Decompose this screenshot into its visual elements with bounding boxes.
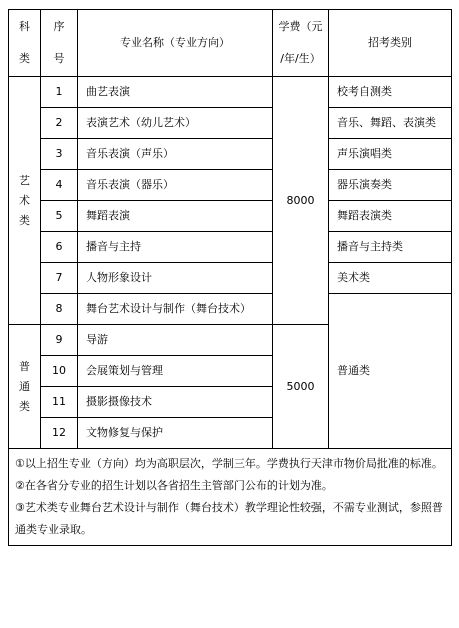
header-category (9, 10, 41, 77)
major-name: 文物修复与保护 (78, 418, 273, 449)
row-number: 11 (41, 387, 78, 418)
major-name: 音乐表演（器乐） (78, 170, 273, 201)
row-number: 2 (41, 108, 78, 139)
header-category-line-2: 类 (19, 52, 30, 65)
header-type: 招考类别 (329, 10, 452, 77)
table-header-row (9, 10, 452, 77)
header-index (41, 10, 78, 77)
exam-type: 器乐演奏类 (329, 170, 452, 201)
row-number: 1 (41, 77, 78, 108)
row-number: 6 (41, 232, 78, 263)
row-number: 10 (41, 356, 78, 387)
table-row (9, 201, 452, 232)
row-number: 8 (41, 294, 78, 325)
major-name: 舞蹈表演 (78, 201, 273, 232)
exam-type: 音乐、舞蹈、表演类 (329, 108, 452, 139)
category-art-char: 术 (19, 193, 30, 207)
table-row (9, 232, 452, 263)
table-row (9, 294, 452, 325)
note-3: ③艺术类专业舞台艺术设计与制作（舞台技术）教学理论性较强，不需专业测试，参照普通类专业录取。 (15, 501, 443, 536)
category-art-char: 艺 (19, 173, 30, 187)
header-major: 专业名称（专业方向） (78, 10, 273, 77)
header-fee (273, 10, 329, 77)
major-name: 播音与主持 (78, 232, 273, 263)
major-name: 导游 (78, 325, 273, 356)
major-name: 曲艺表演 (78, 77, 273, 108)
table-row (9, 170, 452, 201)
row-number: 5 (41, 201, 78, 232)
category-general-char: 通 (19, 379, 30, 393)
header-fee-line-2: /年/生） (280, 52, 321, 65)
fee-general: 5000 (273, 325, 329, 449)
header-category-line-1: 科 (19, 20, 30, 33)
row-number: 9 (41, 325, 78, 356)
row-number: 12 (41, 418, 78, 449)
exam-type: 声乐演唱类 (329, 139, 452, 170)
header-index-line-2: 号 (53, 52, 65, 65)
exam-type: 舞蹈表演类 (329, 201, 452, 232)
notes-cell (9, 449, 452, 546)
exam-type: 播音与主持类 (329, 232, 452, 263)
header-fee-line-1: 学费（元 (278, 20, 323, 33)
major-name: 舞台艺术设计与制作（舞台技术） (78, 294, 273, 325)
major-name: 音乐表演（声乐） (78, 139, 273, 170)
note-1: ①以上招生专业（方向）均为高职层次，学制三年。学费执行天津市物价局批准的标准。 (15, 457, 443, 470)
note-2: ②在各省分专业的招生计划以各省招生主管部门公布的计划为准。 (15, 479, 333, 492)
major-name: 摄影摄像技术 (78, 387, 273, 418)
header-index-line-1: 序 (53, 20, 65, 33)
table-row (9, 108, 452, 139)
category-general-char: 类 (19, 399, 30, 413)
category-art-char: 类 (19, 213, 30, 227)
exam-type-general: 普通类 (329, 294, 452, 449)
major-name: 人物形象设计 (78, 263, 273, 294)
table-row (9, 77, 452, 108)
exam-type: 美术类 (329, 263, 452, 294)
category-general-char: 普 (19, 359, 30, 373)
major-name: 表演艺术（幼儿艺术） (78, 108, 273, 139)
fee-art: 8000 (273, 77, 329, 325)
exam-type: 校考自测类 (329, 77, 452, 108)
table-row (9, 263, 452, 294)
category-general (9, 325, 41, 449)
enrollment-table (8, 9, 452, 546)
row-number: 7 (41, 263, 78, 294)
notes-row (9, 449, 452, 546)
row-number: 3 (41, 139, 78, 170)
row-number: 4 (41, 170, 78, 201)
table-row (9, 139, 452, 170)
category-art (9, 77, 41, 325)
major-name: 会展策划与管理 (78, 356, 273, 387)
